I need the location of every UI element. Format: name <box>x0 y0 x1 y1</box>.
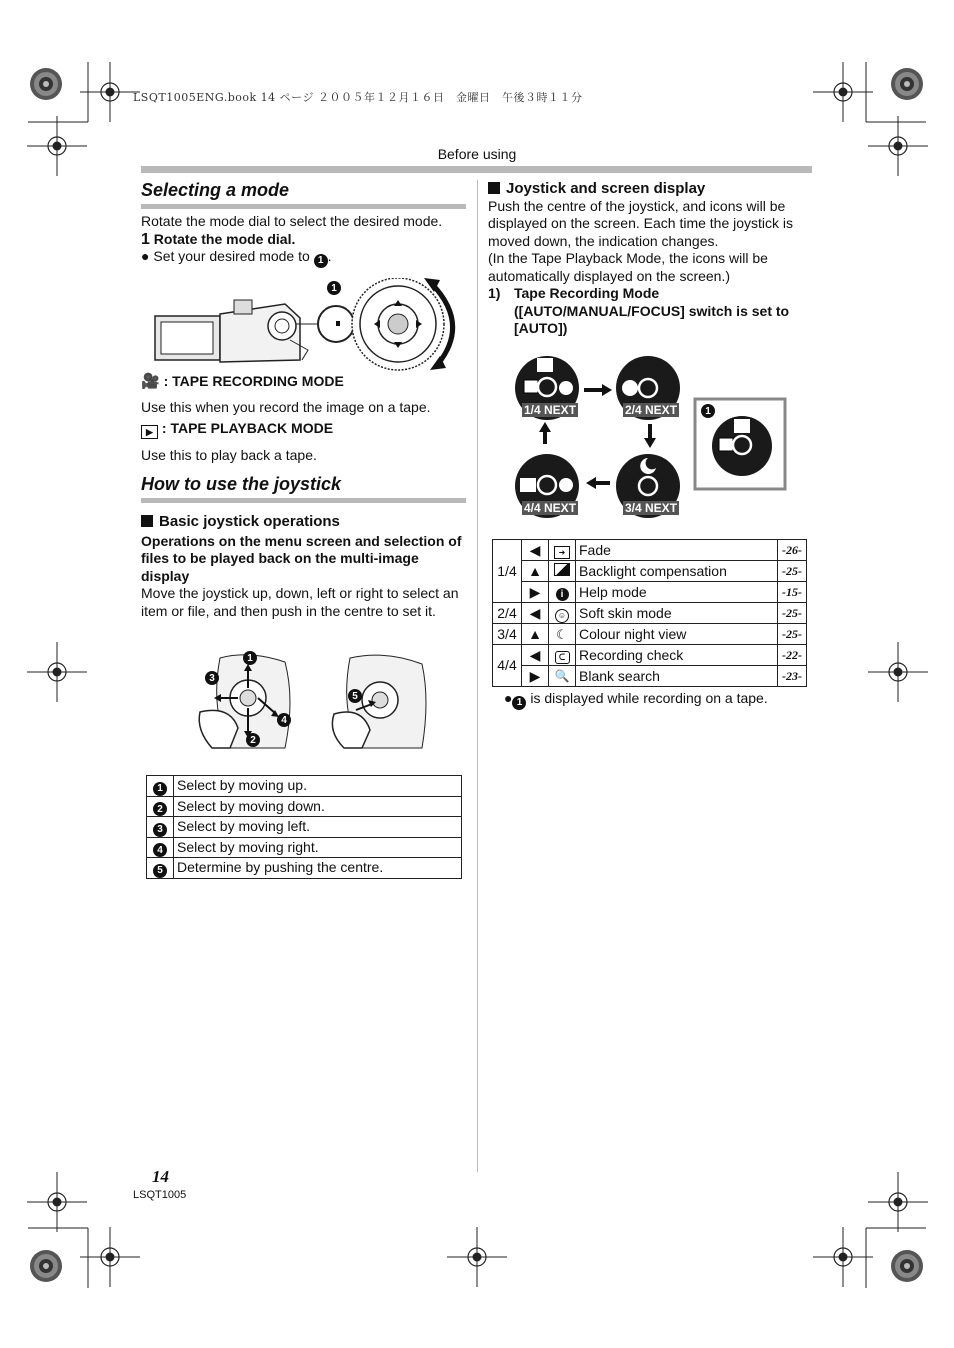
table-row: ▶ 🔍 Blank search -23- <box>493 666 807 687</box>
help-icon: i <box>556 588 569 601</box>
callout-2-joystick: 2 <box>246 733 260 747</box>
joystick-section <box>141 474 466 620</box>
blank-search-icon: 🔍 <box>554 669 570 683</box>
section-title: Before using <box>437 146 517 162</box>
table-row: 2 Select by moving down. <box>147 796 462 817</box>
basic-ops-heading: Basic joystick operations <box>141 513 466 531</box>
callout-1-screen: 1 <box>701 404 715 418</box>
screen-label-4: 4/4 NEXT <box>524 501 577 515</box>
colour-night-icon: ☾ <box>556 626 568 642</box>
joystick-screen-section <box>488 180 810 338</box>
soft-skin-icon: ☺ <box>555 609 569 623</box>
joystick-desc: Move the joystick up, down, left or right to select an item or file, and then push in the centre to set it. <box>141 585 459 619</box>
callout-4-joystick: 4 <box>277 713 291 727</box>
table-row: 4 Select by moving right. <box>147 837 462 858</box>
screen-intro-1: Push the centre of the joystick, and icons will be displayed on the screen. Each time the joystick is moved down, the indication changes. <box>488 197 794 249</box>
tape-recording-mode-desc: Use this when you record the image on a tape. <box>141 398 431 415</box>
joystick-bold-text: Operations on the menu screen and selection of files to be played back on the multi-image display <box>141 532 462 584</box>
print-header: LSQT1005ENG.book 14 ページ ２００５年１２月１６日 金曜日 午後３時１１分 <box>133 91 583 104</box>
camera-mode-dial-illustration <box>150 278 462 372</box>
joystick-functions-table <box>492 539 807 687</box>
recording-note: ● 1 is displayed while recording on a tape. <box>504 690 768 708</box>
playback-icon: ▶ <box>141 425 158 439</box>
joystick-heading: How to use the joystick <box>141 474 342 494</box>
selecting-mode-section <box>141 180 466 268</box>
screen-label-2: 2/4 NEXT <box>625 403 678 417</box>
selecting-mode-heading: Selecting a mode <box>141 180 290 200</box>
table-row: 1 Select by moving up. <box>147 776 462 797</box>
mode-bullet: ● Set your desired mode to 1 . <box>141 248 332 266</box>
screen-intro-2: (In the Tape Playback Mode, the icons will be automatically displayed on the screen.) <box>488 250 768 284</box>
callout-1-dial: 1 <box>327 281 341 295</box>
step-1: 1 Rotate the mode dial. <box>141 230 296 248</box>
page-number: 14 <box>152 1167 169 1186</box>
callout-3-joystick: 3 <box>205 671 219 685</box>
joystick-illustration <box>190 650 430 752</box>
document-id: LSQT1005 <box>133 1189 187 1201</box>
recording-check-icon: ᑕ <box>555 651 570 664</box>
tape-recording-item: 1) Tape Recording Mode ([AUTO/MANUAL/FOCUS] switch is set to [AUTO]) <box>488 285 790 336</box>
joystick-screen-heading: Joystick and screen display <box>488 180 810 198</box>
table-row: 5 Determine by pushing the centre. <box>147 858 462 879</box>
screen-label-1: 1/4 NEXT <box>524 403 577 417</box>
tape-recording-mode-label: 🎥 : TAPE RECORDING MODE <box>141 373 344 390</box>
column-divider <box>477 180 478 1172</box>
fade-icon: ➜ <box>554 546 570 559</box>
table-row: ▲ Backlight compensation -25- <box>493 561 807 582</box>
movie-camera-icon: 🎥 <box>141 373 160 390</box>
table-row: 2/4 ◀ ☺ Soft skin mode -25- <box>493 603 807 624</box>
backlight-icon <box>554 563 570 576</box>
joystick-operations-table <box>146 775 462 879</box>
header-rule <box>141 166 812 173</box>
callout-1-joystick: 1 <box>243 651 257 665</box>
screen-label-3: 3/4 NEXT <box>625 501 678 515</box>
selecting-intro: Rotate the mode dial to select the desired mode. <box>141 213 443 229</box>
table-row: 1/4 ◀ ➜ Fade -26- <box>493 540 807 561</box>
callout-5-joystick: 5 <box>348 689 362 703</box>
table-row: ▶ i Help mode -15- <box>493 582 807 603</box>
table-row: 3/4 ▲ ☾ Colour night view -25- <box>493 624 807 645</box>
tape-playback-mode-desc: Use this to play back a tape. <box>141 447 317 463</box>
callout-1: 1 <box>314 254 328 268</box>
table-row: 3 Select by moving left. <box>147 817 462 838</box>
tape-playback-mode-label: ▶ : TAPE PLAYBACK MODE <box>141 420 466 439</box>
table-row: 4/4 ◀ ᑕ Recording check -22- <box>493 645 807 666</box>
